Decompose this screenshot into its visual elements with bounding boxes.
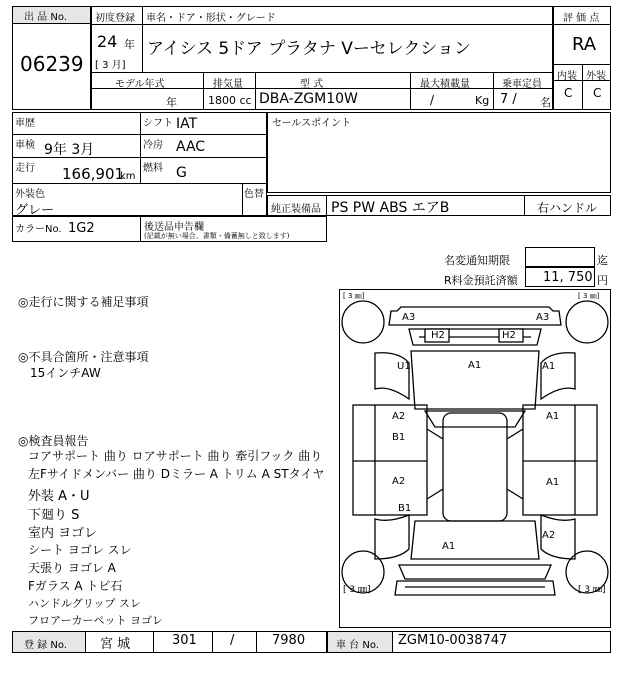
tire-depth-bottom-left: [ 3 ㎜] bbox=[343, 585, 371, 595]
rating-label: 評 価 点 bbox=[563, 13, 600, 24]
left-side-body bbox=[353, 405, 427, 515]
defects-title: ◎不具合箇所・注意事項 bbox=[18, 350, 149, 364]
inspection-label: 車検 bbox=[15, 140, 35, 151]
mark-a3-right: A3 bbox=[536, 312, 550, 323]
tire-depth-top-left: [ 3 ㎜] bbox=[343, 292, 365, 300]
recycle-value: 11, 750 bbox=[543, 270, 593, 285]
steering-value: 右ハンドル bbox=[537, 201, 598, 215]
recolor-label: 色替 bbox=[244, 189, 264, 200]
model-code-label: 型 式 bbox=[300, 79, 324, 90]
mark-b1-left-door: B1 bbox=[392, 432, 406, 443]
docs-note: (記載が無い場合、書類・備蓄無しと致します) bbox=[144, 232, 290, 240]
docs-label: 後送品申告欄 bbox=[144, 222, 204, 233]
exterior-color-value: グレー bbox=[15, 203, 55, 218]
mark-a1-right-front: A1 bbox=[542, 361, 556, 372]
exterior-label: 外装 bbox=[586, 71, 606, 82]
mark-a1-trunk: A1 bbox=[442, 541, 456, 552]
rear-bumper bbox=[399, 565, 551, 579]
front-left-tire bbox=[342, 301, 384, 343]
mark-b1-left-rear: B1 bbox=[398, 503, 412, 514]
registration-area: 宮 城 bbox=[100, 637, 131, 652]
inspector-line: 室内 ヨゴレ bbox=[28, 526, 98, 541]
interior-grade: C bbox=[564, 86, 573, 100]
name-change-unit: 迄 bbox=[597, 254, 608, 267]
sales-point-label: セールスポイント bbox=[272, 118, 352, 129]
max-load: / bbox=[430, 93, 435, 107]
inspector-line: フロアーカーペット ヨゴレ bbox=[28, 614, 163, 627]
ac-value: AAC bbox=[176, 139, 206, 155]
capacity-label: 乗車定員 bbox=[502, 79, 542, 90]
color-no-value: 1G2 bbox=[68, 221, 95, 236]
inspection-value: 9年 3月 bbox=[44, 142, 95, 158]
shift-label: シフト bbox=[143, 118, 173, 129]
exterior-color-label: 外装色 bbox=[15, 189, 45, 200]
first-reg-year-unit: 年 bbox=[124, 38, 135, 51]
mileage-label: 走行 bbox=[15, 163, 35, 174]
lot-number: 06239 bbox=[20, 52, 84, 76]
first-reg-label: 初度登録 bbox=[95, 13, 135, 24]
recycle-label: R料金預託済額 bbox=[444, 274, 518, 287]
ac-label: 冷房 bbox=[143, 140, 163, 151]
inspector-line: シート ヨゴレ スレ bbox=[28, 543, 132, 557]
interior-label: 内装 bbox=[557, 71, 577, 82]
left-front-fender bbox=[375, 353, 409, 399]
mileage-unit: km bbox=[120, 171, 136, 182]
tire-depth-top-right: [ 3 ㎜] bbox=[578, 292, 600, 300]
chassis-number: ZGM10-0038747 bbox=[398, 633, 508, 648]
lot-label: 出 品 No. bbox=[24, 12, 67, 23]
right-front-fender bbox=[541, 353, 575, 399]
mark-a1-right-door: A1 bbox=[546, 411, 560, 422]
color-no-label: カラーNo. bbox=[15, 224, 62, 235]
chassis-label: 車 台 No. bbox=[336, 640, 379, 651]
car-name-label: 車名・ドア・形状・グレード bbox=[146, 13, 276, 24]
displacement-label: 排気量 bbox=[213, 79, 243, 90]
inspector-line: Fガラス A トビ石 bbox=[28, 579, 123, 593]
model-year-unit: 年 bbox=[166, 96, 177, 109]
equipment-value: PS PW ABS エアB bbox=[331, 200, 450, 216]
right-side-body bbox=[523, 405, 597, 515]
tire-depth-bottom-right: [ 3 ㎜] bbox=[578, 585, 606, 595]
registration-kana: / bbox=[230, 633, 235, 648]
first-reg-month: [ 3 月] bbox=[95, 60, 126, 71]
mark-a3-left: A3 bbox=[402, 312, 416, 323]
fuel-value: G bbox=[176, 165, 187, 181]
roof bbox=[443, 413, 507, 521]
recycle-unit: 円 bbox=[597, 274, 608, 287]
name-change-box bbox=[525, 247, 595, 267]
model-year-label: モデル年式 bbox=[115, 79, 165, 90]
mileage-value: 166,901 bbox=[62, 165, 125, 183]
left-rear-fender bbox=[375, 515, 409, 559]
inspector-line: 外装 A・U bbox=[28, 489, 90, 504]
exterior-grade: C bbox=[593, 86, 602, 100]
rear-bumper-lower bbox=[395, 581, 555, 595]
capacity-unit: 名 bbox=[540, 96, 551, 109]
mark-h2-left: H2 bbox=[431, 330, 445, 341]
inspector-line: コアサポート 曲り ロアサポート 曲り 牽引フック 曲り bbox=[28, 449, 323, 463]
mark-a1-hood: A1 bbox=[468, 360, 482, 371]
car-diagram bbox=[339, 289, 611, 628]
mark-a2-left-door: A2 bbox=[392, 411, 406, 422]
equipment-label: 純正装備品 bbox=[271, 204, 321, 215]
displacement: 1800 cc bbox=[208, 94, 252, 107]
driving-notes-title: ◎走行に関する補足事項 bbox=[18, 295, 149, 309]
inspector-line: 左Fサイドメンバー 曲り Dミラー A トリム A STタイヤ bbox=[28, 467, 325, 481]
capacity: 7 / bbox=[500, 92, 517, 107]
registration-class: 301 bbox=[172, 633, 197, 648]
first-reg-year: 24 bbox=[97, 32, 118, 51]
mark-a1-right-rear-door: A1 bbox=[546, 477, 560, 488]
max-load-label: 最大積載量 bbox=[420, 79, 470, 90]
model-code: DBA-ZGM10W bbox=[259, 91, 358, 107]
inspector-line: 下廻り S bbox=[28, 508, 80, 523]
rating-value: RA bbox=[572, 34, 597, 55]
rear-gate bbox=[411, 521, 539, 559]
fuel-label: 燃料 bbox=[143, 163, 163, 174]
mark-h2-right: H2 bbox=[502, 330, 516, 341]
name-change-label: 名変通知期限 bbox=[444, 254, 510, 267]
shift-value: IAT bbox=[176, 116, 198, 132]
front-right-tire bbox=[566, 301, 608, 343]
inspector-line: 天張り ヨゴレ A bbox=[28, 561, 116, 575]
mark-u1: U1 bbox=[397, 361, 411, 372]
mark-a2-right-rear: A2 bbox=[542, 530, 556, 541]
registration-number: 7980 bbox=[272, 633, 306, 648]
car-name: アイシス 5ドア プラタナ Vーセレクション bbox=[147, 39, 471, 59]
history-label: 車歴 bbox=[15, 118, 35, 129]
mark-a2-left-rear-door: A2 bbox=[392, 476, 406, 487]
inspector-line: ハンドルグリップ スレ bbox=[28, 597, 141, 610]
registration-label: 登 録 No. bbox=[24, 640, 67, 651]
max-load-unit: Kg bbox=[475, 94, 490, 107]
defect-item: 15インチAW bbox=[30, 366, 101, 380]
inspector-title: ◎検査員報告 bbox=[18, 434, 89, 448]
